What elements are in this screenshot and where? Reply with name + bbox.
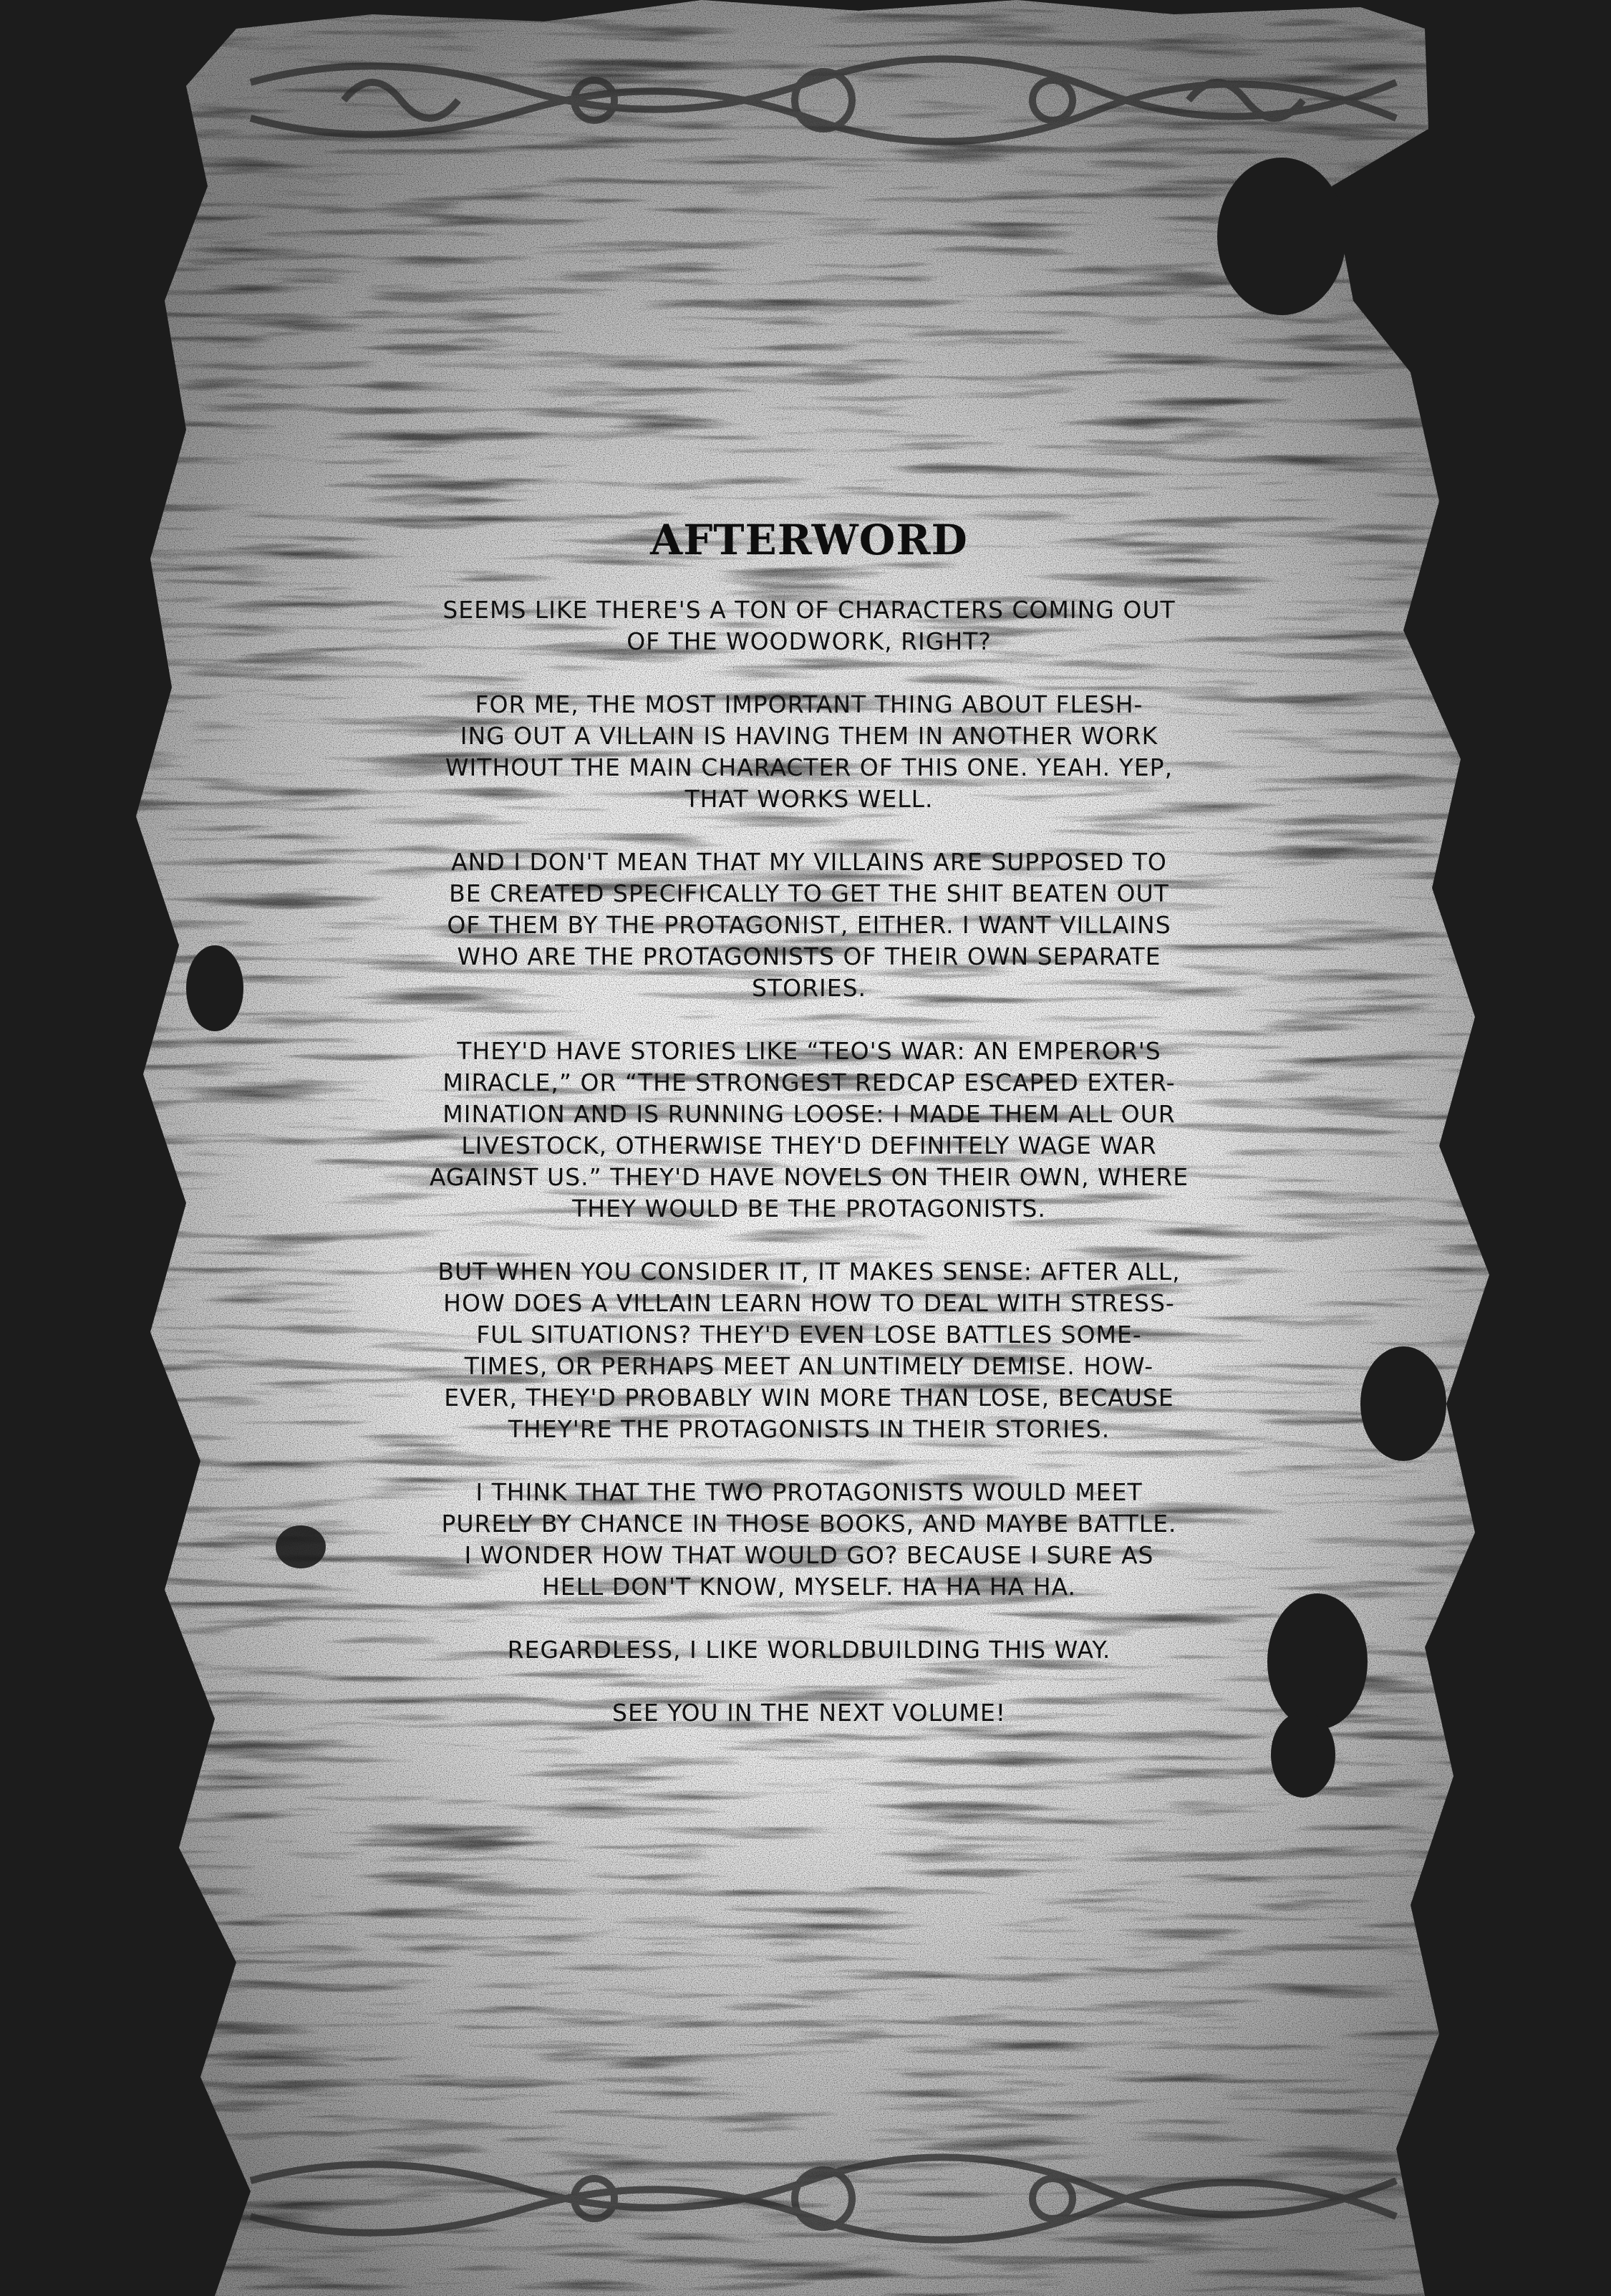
afterword-paragraph-2: FOR ME, THE MOST IMPORTANT THING ABOUT FLESH- ING OUT A VILLAIN IS HAVING THEM IN ANOTHER WORK WITHOUT THE MAIN CHARACTER OF THIS ONE. YEAH. YEP, THAT WORKS WELL. xyxy=(445,690,1174,813)
afterword-paragraph-6: I THINK THAT THE TWO PROTAGONISTS WOULD MEET PURELY BY CHANCE IN THOSE BOOKS, AND MAYBE BATTLE. I WONDER HOW THAT WOULD GO? BECAUSE I SURE AS HELL DON'T KNOW, MYSELF. HA HA HA HA. xyxy=(441,1478,1177,1601)
decorative-ornament-bottom xyxy=(236,2138,1411,2259)
afterword-paragraph-3: AND I DON'T MEAN THAT MY VILLAINS ARE SUPPOSED TO BE CREATED SPECIFICALLY TO GET THE SHIT BEATEN OUT OF THEM BY THE PROTAGONIST, EITHER. I WANT VILLAINS WHO ARE THE PROTAGONISTS OF THEIR OWN SEPARATE STORIES. xyxy=(447,848,1171,1002)
afterword-title: AFTERWORD xyxy=(650,516,968,564)
decorative-ornament-top xyxy=(236,39,1411,161)
afterword-section xyxy=(308,516,1310,1760)
afterword-paragraph-5: BUT WHEN YOU CONSIDER IT, IT MAKES SENSE: AFTER ALL, HOW DOES A VILLAIN LEARN HOW TO DEAL WITH STRESS- FUL SITUATIONS? THEY'D EVEN LOSE BATTLES SOME- TIMES, OR PERHAPS MEET AN UNTIMELY DEMISE. HOW- EVER, THEY'D PROBABLY WIN MORE THAN LOSE, BECAUSE THEY'RE THE PROTAGONISTS IN THEIR STORIES. xyxy=(437,1258,1181,1443)
afterword-paragraph-7: REGARDLESS, I LIKE WORLDBUILDING THIS WAY. xyxy=(507,1636,1111,1664)
afterword-paragraph-8: SEE YOU IN THE NEXT VOLUME! xyxy=(612,1699,1006,1727)
afterword-paragraph-4: THEY'D HAVE STORIES LIKE “TEO'S WAR: AN EMPEROR'S MIRACLE,” OR “THE STRONGEST REDCAP ESCAPED EXTER- MINATION AND IS RUNNING LOOSE: I MADE THEM ALL OUR LIVESTOCK, OTHERWISE THEY'D DEFINITELY WAGE WAR AGAINST US.” THEY'D HAVE NOVELS ON THEIR OWN, WHERE THEY WOULD BE THE PROTAGONISTS. xyxy=(429,1037,1189,1222)
afterword-paragraph-1: SEEMS LIKE THERE'S A TON OF CHARACTERS COMING OUT OF THE WOODWORK, RIGHT? xyxy=(442,596,1176,655)
